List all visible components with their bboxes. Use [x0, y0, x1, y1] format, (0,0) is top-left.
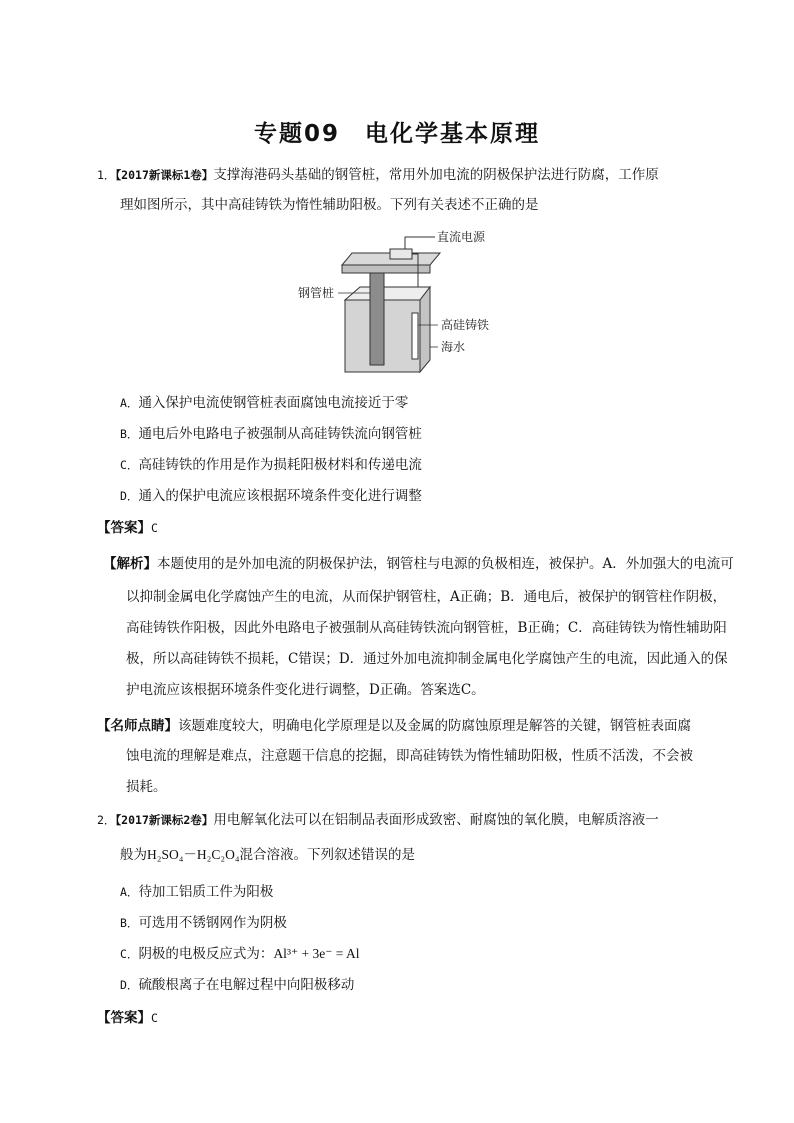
- q2-stem-text1: 用电解氧化法可以在铝制品表面形成致密、耐腐蚀的氧化膜，电解质溶液一: [213, 812, 659, 828]
- q1-tip-line3: 损耗。: [126, 779, 167, 795]
- q1-stem-line1: [97, 165, 659, 185]
- silicon-iron-anode: [412, 313, 418, 359]
- label-steel-pile: 钢管桩: [298, 286, 335, 300]
- option-key: A．: [120, 396, 139, 410]
- q2-option-c: [120, 944, 359, 964]
- q1-number: 1．: [97, 168, 116, 182]
- option-key: D．: [120, 489, 139, 503]
- q2-stem-pre: 般为: [120, 847, 147, 863]
- option-key: C．: [120, 458, 139, 472]
- option-text: 可选用不锈钢网作为阴极: [138, 915, 287, 931]
- cathodic-protection-diagram: [270, 225, 530, 385]
- q2-option-a: [120, 882, 273, 902]
- answer-label: 【答案】: [97, 1010, 151, 1026]
- q2-source: 【2017新课标2卷】: [115, 813, 214, 827]
- q2-option-d: [120, 975, 354, 995]
- option-text: 待加工铝质工件为阳极: [138, 884, 274, 900]
- option-text: 通电后外电路电子被强制从高硅铸铁流向钢管桩: [138, 426, 422, 442]
- label-power-source: 直流电源: [437, 230, 486, 244]
- answer-label: 【答案】: [97, 520, 151, 536]
- q2-option-b: [120, 913, 287, 933]
- q1-option-c: [120, 455, 422, 475]
- q2-number: 2．: [97, 813, 116, 827]
- page-title: 专题09 电化学基本原理: [253, 121, 540, 147]
- q1-source: 【2017新课标1卷】: [115, 168, 214, 182]
- q1-option-b: [120, 424, 422, 444]
- q1-answer: [97, 518, 158, 538]
- option-key: B．: [120, 916, 139, 930]
- steel-pile: [370, 273, 384, 365]
- power-source-box: [390, 249, 412, 259]
- label-anode: 高硅铸铁: [441, 318, 490, 332]
- q1-analysis-line5: 护电流应该根据环境条件变化进行调整，D正确。答案选C。: [126, 682, 485, 698]
- q2-stem-line1: [97, 810, 659, 830]
- q1-analysis-line2: 以抑制金属电化学腐蚀产生的电流，从而保护钢管柱，A正确；B．通电后，被保护的钢管柱作阴极，: [126, 589, 727, 605]
- q2-stem-post: 混合溶液。下列叙述错误的是: [239, 847, 416, 863]
- answer-value: C: [151, 521, 158, 535]
- option-text: 通入的保护电流应该根据环境条件变化进行调整: [138, 488, 422, 504]
- option-text: 高硅铸铁的作用是作为损耗阳极材料和传递电流: [138, 457, 422, 473]
- q1-analysis-line3: 高硅铸铁作阳极，因此外电路电子被强制从高硅铸铁流向钢管桩，B正确；C．高硅铸铁为惰性辅助阳: [126, 620, 727, 636]
- label-seawater: 海水: [441, 340, 466, 354]
- tip-text: 该题难度较大，明确电化学原理是以及金属的防腐蚀原理是解答的关键，钢管桩表面腐: [178, 718, 691, 734]
- q1-tip-line2: 蚀电流的理解是难点，注意题干信息的挖掘，即高硅铸铁为惰性辅助阳极，性质不活泼，不会被: [126, 748, 693, 764]
- q2-equation: Al³⁺ + 3e⁻ = Al: [273, 946, 360, 961]
- answer-value: C: [151, 1011, 158, 1025]
- tip-label: 【名师点睛】: [97, 718, 178, 734]
- q1-figure: [270, 225, 530, 385]
- q1-tip-line1: [97, 716, 691, 736]
- option-text: 通入保护电流使钢管桩表面腐蚀电流接近于零: [138, 395, 409, 411]
- option-key: C．: [120, 947, 139, 961]
- q1-stem-text1: 支撑海港码头基础的钢管桩，常用外加电流的阴极保护法进行防腐，工作原: [213, 167, 659, 183]
- q1-analysis-line4: 极，所以高硅铸铁不损耗，C错误；D．通过外加电流抑制金属电化学腐蚀产生的电流，因此通入的保: [126, 651, 728, 667]
- option-text: 阴极的电极反应式为：: [138, 946, 274, 962]
- q1-stem-line2: 理如图所示，其中高硅铸铁为惰性辅助阳极。下列有关表述不正确的是: [120, 197, 539, 213]
- q1-analysis-line1: [103, 554, 734, 574]
- q2-answer: [97, 1008, 158, 1028]
- option-key: B．: [120, 427, 139, 441]
- analysis-label: 【解析】: [103, 556, 157, 572]
- option-key: A．: [120, 885, 139, 899]
- option-key: D．: [120, 978, 139, 992]
- q1-option-a: [120, 393, 408, 413]
- q2-stem-line2: [120, 845, 415, 865]
- q2-formula: H₂SO₄－H₂C₂O₄: [147, 847, 240, 862]
- q1-option-d: [120, 486, 422, 506]
- option-text: 硫酸根离子在电解过程中向阳极移动: [138, 977, 355, 993]
- analysis-text: 本题使用的是外加电流的阴极保护法，钢管柱与电源的负极相连，被保护。A．外加强大的电流可: [157, 556, 734, 572]
